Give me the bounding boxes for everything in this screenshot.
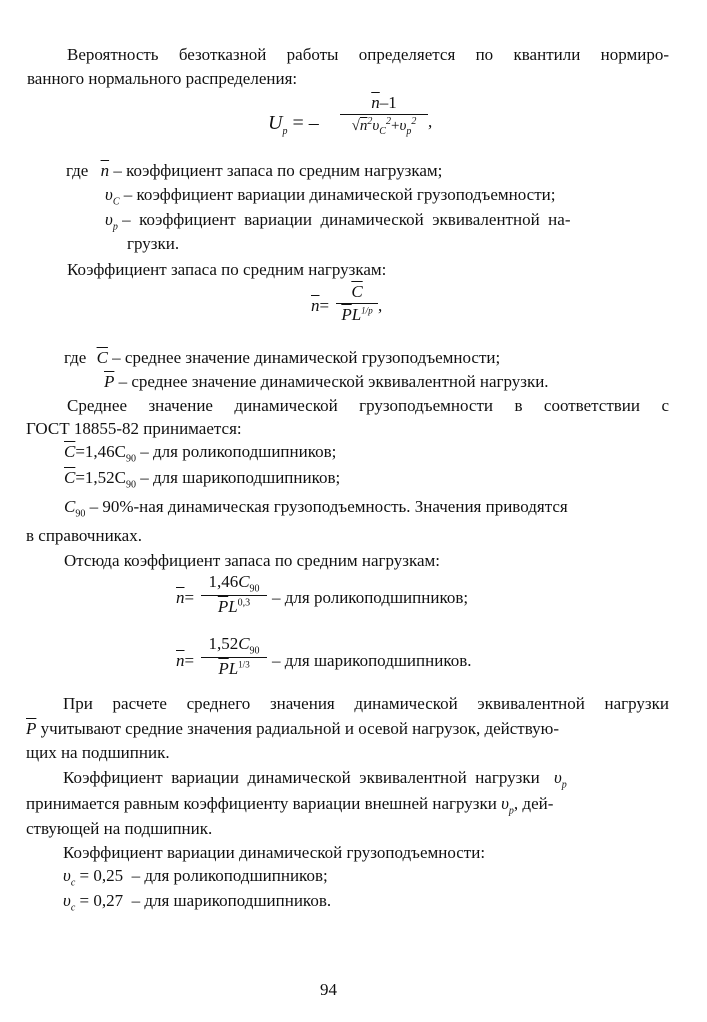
paragraph-5-line-1: При расчете среднего значения динамической эквивалентной нагрузки (63, 694, 669, 713)
page-number: 94 (320, 980, 337, 999)
paragraph-5-line-3: щих на подшипник. (26, 743, 170, 762)
where-1-vc: $\upsilon_C$ – коэффициент вариации динамической грузоподъемности; (105, 185, 556, 208)
formula-u-lhs: $U_p$ = – (268, 112, 319, 137)
where-1-n: где $\overline{n}$ – коэффициент запаса по средним нагрузкам; (66, 161, 443, 180)
paragraph-3-line-2: ГОСТ 18855-82 принимается: (26, 419, 242, 438)
vc-roller: $\upsilon_c = 0,25$ – для роликоподшипников; (63, 866, 328, 889)
vc-ball: $\upsilon_c = 0,27$ – для шарикоподшипников. (63, 891, 332, 914)
formula-n-roller-desc: – для роликоподшипников; (272, 588, 469, 607)
paragraph-7: Коэффициент вариации динамической грузоподъемности: (63, 843, 486, 862)
formula-n-lhs: $\overline{n}=$ (311, 296, 330, 315)
formula-u-fraction: $\overline{n}-1$ $√n^2\upsilon_C^2+\upsilon_p^2$ (340, 93, 428, 137)
c-roller: $\overline{C}=1,46C_{90}$ – для роликоподшипников; (64, 442, 337, 465)
c90-line-2: в справочниках. (26, 526, 142, 545)
formula-n-ball-desc: – для шарикоподшипников. (272, 651, 472, 670)
formula-u-comma: , (428, 112, 433, 131)
where-2-c: где $\overline{C}$ – среднее значение динамической грузоподъемности; (64, 348, 501, 367)
formula-n-ball-lhs: $\overline{n}=$ (176, 651, 195, 670)
paragraph-4: Отсюда коэффициент запаса по средним нагрузкам: (64, 551, 441, 570)
formula-n-comma: , (378, 296, 383, 315)
paragraph-6-line-3: ствующей на подшипник. (26, 819, 213, 838)
where-1-vp: $\upsilon_p$ – коэффициент вариации динамической эквивалентной на- (105, 210, 571, 233)
c90-line-1: $C_{90} - 90\%-ная$ динамическая грузоподъемность. Значения приводятся (64, 497, 568, 520)
formula-n-ball-fraction: $1,52C_{90}$ $\overline{P}L^{1/3}$ (201, 634, 267, 679)
formula-n-roller-fraction: $1,46C_{90}$ $\overline{P}L^{0,3}$ (201, 572, 267, 617)
paragraph-3-line-1: Среднее значение динамической грузоподъемности в соответствии с (67, 396, 669, 415)
formula-n-fraction: $\overline{C}$ $\overline{P}L^{1/p}$ (336, 282, 378, 325)
paragraph-2: Коэффициент запаса по средним нагрузкам: (67, 260, 387, 279)
paragraph-1-line-1: Вероятность безотказной работы определяется по квантили нормиро- (67, 45, 669, 64)
paragraph-6-line-1: Коэффициент вариации динамической эквивалентной нагрузки $\upsilon_p$ (63, 768, 567, 791)
formula-n-roller-lhs: $\overline{n}=$ (176, 588, 195, 607)
where-1-vp-line-2: грузки. (127, 234, 180, 253)
paragraph-6-line-2: принимается равным коэффициенту вариации внешней нагрузки $\upsilon_p$, дей- (26, 794, 554, 817)
where-2-p: $\overline{P}$ – среднее значение динамической эквивалентной нагрузки. (104, 372, 549, 391)
c-ball: $\overline{C}=1,52C_{90}$ – для шарикоподшипников; (64, 468, 341, 491)
paragraph-1-line-2: ванного нормального распределения: (27, 69, 298, 88)
paragraph-5-line-2: $\overline{P}$ учитывают средние значения радиальной и осевой нагрузок, действую- (26, 719, 560, 738)
